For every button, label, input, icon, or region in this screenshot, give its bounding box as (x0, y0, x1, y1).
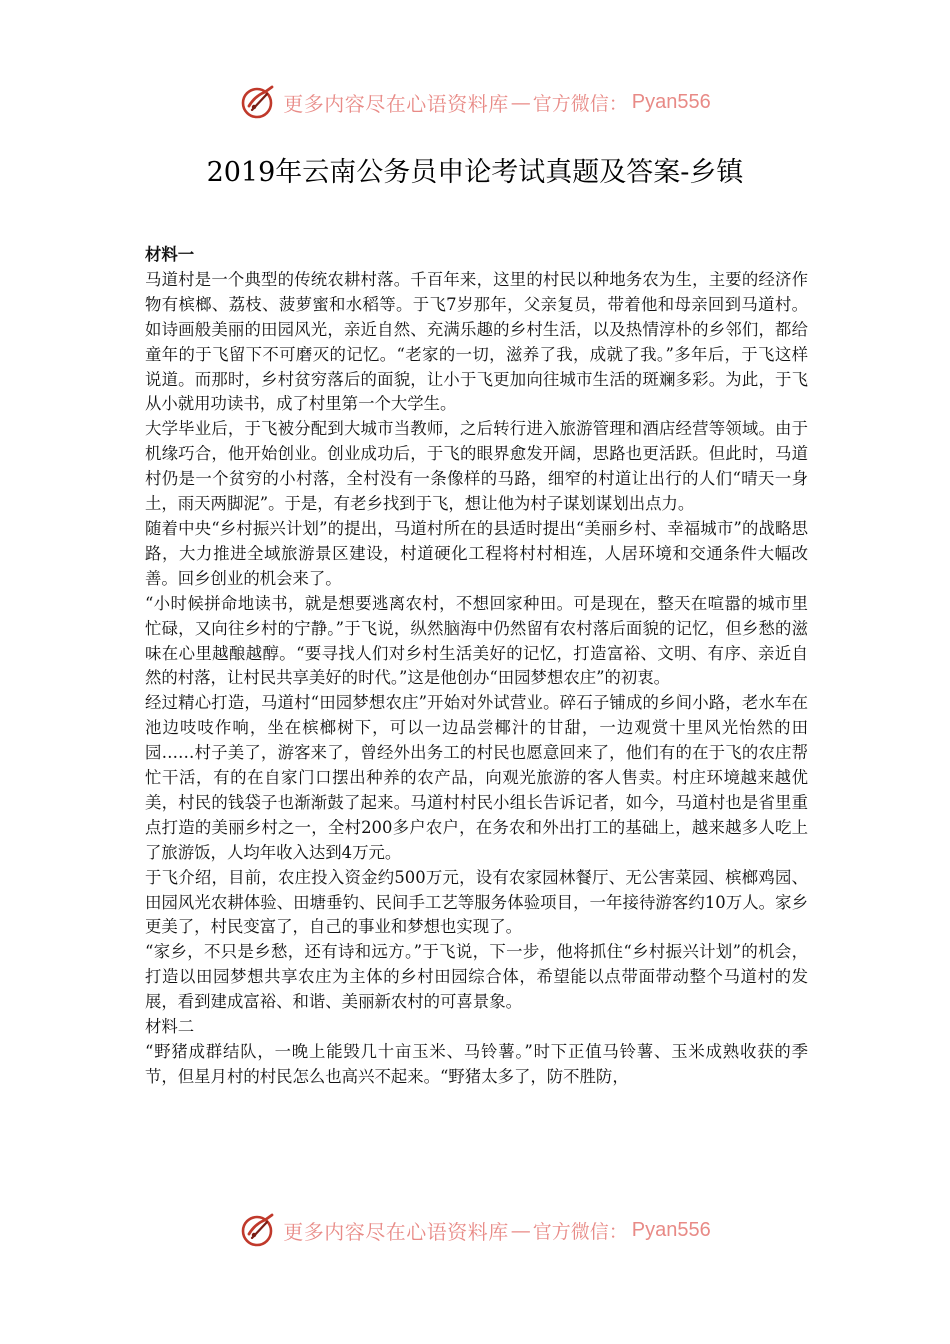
paragraph: “小时候拼命地读书，就是想要逃离农村，不想回家种田。可是现在，整天在喧嚣的城市里忙碌，又向往乡村的宁静。”于飞说，纵然脑海中仍然留有农村落后面貌的记忆，但乡愁的滋味在心里越酿越醇。“要寻找人们对乡村生活美好的记忆，打造富裕、文明、有序、亲近自然的村落，让村民共享美好的时代。”这是他创办“田园梦想农庄”的初衷。 (145, 593, 808, 688)
banner-text: 更多内容尽在心语资料库 (283, 91, 509, 116)
paragraph: 马道村是一个典型的传统农耕村落。千百年来，这里的村民以种地务农为生，主要的经济作物有槟榔、荔枝、菠萝蜜和水稻等。于飞7岁那年，父亲复员，带着他和母亲回到马道村。如诗画般美丽的田园风光，亲近自然、充满乐趣的乡村生活，以及热情淳朴的乡邻们，都给童年的于飞留下不可磨灭的记忆。“老家的一切，滋养了我，成就了我。”多年后，于飞这样说道。而那时，乡村贫穷落后的面貌，让小于飞更加向往城市生活的斑斓多彩。为此，于飞从小就用功读书，成了村里第一个大学生。 (145, 269, 808, 414)
top-watermark-banner (0, 80, 950, 124)
paragraph: “家乡，不只是乡愁，还有诗和远方。”于飞说，下一步，他将抓住“乡村振兴计划”的机会，打造以田园梦想共享农庄为主体的乡村田园综合体，希望能以点带面带动整个马道村的发展，看到建成富裕、和谐、美丽新农村的可喜景象。 (145, 942, 808, 1012)
pen-logo-icon (239, 1210, 279, 1250)
paragraph: “野猪成群结队，一晚上能毁几十亩玉米、马铃薯。”时下正值马铃薯、玉米成熟收获的季节，但星月村的村民怎么也高兴不起来。“野猪太多了，防不胜防， (145, 1042, 808, 1086)
banner-wechat-id: Pyan556 (631, 90, 711, 113)
bottom-watermark-banner (0, 1208, 950, 1252)
section-heading-material-2: 材料二 (145, 1017, 195, 1037)
paragraph: 于飞介绍，目前，农庄投入资金约500万元，设有农家园林餐厅、无公害菜园、槟榔鸡园、田园风光农耕体验、田塘垂钓、民间手工艺等服务体验项目，一年接待游客约10万人。家乡更美了，村民变富了，自己的事业和梦想也实现了。 (145, 867, 808, 937)
section-heading-material-1: 材料一 (145, 245, 195, 264)
pen-logo-icon (239, 82, 279, 122)
page-title: 2019年云南公务员申论考试真题及答案-乡镇 (206, 157, 744, 188)
paragraph: 经过精心打造，马道村“田园梦想农庄”开始对外试营业。碎石子铺成的乡间小路，老水车在池边吱吱作响，坐在槟榔树下，可以一边品尝椰汁的甘甜，一边观赏十里风光怡然的田园……村子美了，游客来了，曾经外出务工的村民也愿意回来了，他们有的在于飞的农庄帮忙干活，有的在自家门口摆出种养的农产品，向观光旅游的客人售卖。村庄环境越来越优美，村民的钱袋子也渐渐鼓了起来。马道村村民小组长告诉记者，如今，马道村也是省里重点打造的美丽乡村之一，全村200多户农户，在务农和外出打工的基础上，越来越多人吃上了旅游饭，人均年收入达到4万元。 (145, 693, 808, 862)
banner-wechat-label: 官方微信： (532, 1220, 628, 1243)
paragraph: 随着中央“乡村振兴计划”的提出，马道村所在的县适时提出“美丽乡村、幸福城市”的战略思路，大力推进全域旅游景区建设，村道硬化工程将村村相连，人居环境和交通条件大幅改善。回乡创业的机会来了。 (145, 518, 808, 588)
banner-text: 更多内容尽在心语资料库 (283, 1219, 509, 1244)
banner-separator: — (510, 90, 531, 114)
banner-wechat-id: Pyan556 (631, 1218, 711, 1241)
banner-separator: — (510, 1218, 531, 1242)
document-body (145, 243, 808, 1090)
banner-wechat-label: 官方微信： (532, 92, 628, 115)
paragraph: 大学毕业后，于飞被分配到大城市当教师，之后转行进入旅游管理和酒店经营等领域。由于机缘巧合，他开始创业。创业成功后，于飞的眼界愈发开阔，思路也更活跃。但此时，马道村仍是一个贫穷的小村落，全村没有一条像样的马路，细窄的村道让出行的人们“晴天一身土，雨天两脚泥”。于是，有老乡找到于飞，想让他为村子谋划谋划出点力。 (145, 419, 808, 514)
